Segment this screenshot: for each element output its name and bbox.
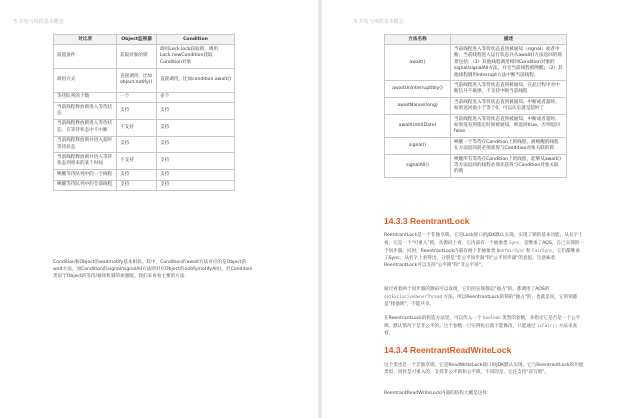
inline-code: NonfairSync: [496, 248, 525, 253]
table-row: [385, 155, 567, 178]
table-row: [54, 103, 235, 120]
table-row: [385, 45, 567, 81]
table-cell: 当前线程释放锁并进入超时等待状态: [54, 136, 117, 153]
body-paragraph: [384, 286, 584, 308]
table-cell: 等待队列的个数: [54, 92, 117, 102]
method-name: await(): [385, 45, 451, 81]
table-cell: 支持: [157, 103, 235, 120]
method-description: 当前线程进入等待状态直到被通知、中断或者超时。如果没有到指定时间被通知，则返回true，否则返回false: [451, 115, 567, 138]
method-name: signal(): [385, 138, 451, 155]
table-header: Condition: [157, 35, 235, 45]
text-run: 和: [524, 249, 533, 254]
method-name: awaitNanos(long): [385, 98, 451, 115]
table-cell: 支持: [117, 136, 157, 153]
body-paragraph: 这个类也是一个非独享锁。它是ReadWriteLock接口的JDK默认实现。它与ReentrantLock的功能类似，同样是可重入的，支持非公平锁和公平锁。不同的是，它还支持"读写锁"。: [384, 363, 584, 375]
method-description: 当前线程进入等待状态直到被通知、中断或者超时。如果返回值小于等于0，可以认定就是超时了: [451, 98, 567, 115]
inline-code: FairSync: [532, 248, 553, 253]
inline-code: Sync: [509, 240, 520, 245]
table-cell: 不支持: [117, 119, 157, 136]
table-header: 描述: [451, 35, 567, 45]
text-run: 方法，所以ReentrantLock的锁的"独占"的，也就是说，它的锁都是"排他锁"，不能共享。: [384, 295, 578, 307]
table-row: [54, 45, 235, 68]
running-head-right: 5 并发与线程基本概念: [354, 19, 404, 25]
right-page: [322, 0, 640, 418]
table-header-row: [54, 35, 235, 45]
inline-code: isFair(): [537, 323, 558, 328]
table-cell: 当前线程释放锁进入等待状态: [54, 103, 117, 120]
table-cell: 获取对象的锁: [117, 45, 157, 68]
comparison-table: [53, 34, 235, 191]
table-cell: 当前线程释放锁进入等待状态，在等待状态中不中断: [54, 119, 117, 136]
body-paragraph: ReentrantReadWriteLock内部的结构大概是这样：: [384, 391, 492, 396]
table-header: 对比项: [54, 35, 117, 45]
table-row: [54, 170, 235, 180]
table-cell: 一个: [117, 92, 157, 102]
table-cell: 当前线程释放锁并进入等待状态到将来的某个时间: [54, 153, 117, 170]
method-name: awaitUninterruptibly(): [385, 81, 451, 98]
table-cell: 直接调用，比如condition.await(): [157, 68, 235, 92]
text-run: ，它们都继承了Sync。从名字上看得出，分别是"非公平同步器"和"公平同步器"的意思。这意味着ReentrantLock可以支持"公平锁"和"非公平锁"。: [384, 249, 580, 268]
text-run: 类型的参数，来指定它是否是一个公平锁。默认情况下是非公平的。这个参数一旦实例化后就不能修改，只能通过: [384, 316, 581, 329]
table-cell: 支持: [157, 170, 235, 180]
table-row: [54, 92, 235, 102]
text-run: ，是继承了AQS，自己实现的一个同步器。同时，ReentrantLock内部有两个非抽象类: [384, 241, 584, 254]
table-header-row: [385, 35, 567, 45]
text-run: 方法来查看。: [384, 324, 578, 336]
table-row: [385, 115, 567, 138]
table-cell: 支持: [117, 170, 157, 180]
left-page: [0, 0, 318, 418]
table-cell: 不支持: [117, 153, 157, 170]
table-cell: 唤醒等待队列中的全部线程: [54, 180, 117, 190]
table-cell: 支持: [157, 136, 235, 153]
text-run: 在ReentrantLock的构造方法里，可以传入一个: [384, 316, 484, 321]
table-cell: 调用方式: [54, 68, 117, 92]
inline-code: setExclusiveOwnerThread: [384, 294, 442, 299]
table-cell: 唤醒等待队列中的一个线程: [54, 170, 117, 180]
section-heading: 14.3.4 ReentrantReadWriteLock: [384, 345, 512, 355]
table-cell: 前置条件: [54, 45, 117, 68]
table-cell: 支持: [157, 153, 235, 170]
table-cell: 调用Lock.lock获取锁，调用Lock.newCondition获取Condition对象: [157, 45, 235, 68]
table-row: [54, 119, 235, 136]
inline-code: boolean: [483, 315, 501, 320]
table-header: Object监视器: [117, 35, 157, 45]
method-description: 唤醒一个等待在Condition上的线程，被唤醒的线程在方法返回前必须获得与Condition对象关联的锁: [451, 138, 567, 155]
table-cell: 支持: [117, 180, 157, 190]
method-name: signalAll(): [385, 155, 451, 178]
method-description: 当前线程进入等待状态直到被通知（signal）或者中断；当前线程进入运行状态并从await()方法返回的场景包括：（1）其他线程调用相同Condition对象的signal/signalAll方法，并且当前线程被唤醒；（2）其他线程调用interrupt方法中断当前线程；: [451, 45, 567, 81]
method-description: 当前线程进入等待状态直到被通知，在此过程中对中断信号不敏感，不支持中断当前线程: [451, 81, 567, 98]
body-paragraph: [384, 232, 584, 269]
table-row: [54, 68, 235, 92]
table-row: [385, 138, 567, 155]
table-row: [54, 136, 235, 153]
method-table: [384, 34, 567, 178]
running-head-left: 5 并发与线程基本概念: [14, 19, 64, 25]
text-run: ReentrantLock是一个非独享锁。它是Lock接口的JDK默认实现。实现了锁的基本功能，从名字上看，它是一个"可重入"锁，从源码上看，它内部有一个抽象类: [384, 233, 583, 246]
section-heading: 14.3.3 ReentrantLock: [384, 216, 470, 226]
body-paragraph: Condition和Object的wait/notify基本相似。其中，Condition的await方法对应的是Object的wait方法，而Condition的signal/signalAll方法则对应Object的notify/notifyAll()。但Condition类似于Object的等待/通知机制的加强版。我们来看看主要的方法：: [53, 260, 253, 279]
table-cell: 支持: [117, 103, 157, 120]
table-cell: 支持: [157, 180, 235, 190]
text-run: 通过看着两个同步器的源码可以发现，它们的实现都是"独占"的。都调用了AOS的: [384, 287, 550, 292]
table-cell: 直接调用，比如object.notify(): [117, 68, 157, 92]
body-paragraph: [384, 314, 584, 337]
table-row: [385, 98, 567, 115]
table-row: [54, 153, 235, 170]
table-row: [54, 180, 235, 190]
method-name: awaitUntil(Date): [385, 115, 451, 138]
table-row: [385, 81, 567, 98]
table-cell: 支持: [157, 119, 235, 136]
table-header: 方法名称: [385, 35, 451, 45]
method-description: 唤醒所有等待在Condition上的线程，能够从await()等方法返回的线程必须先获得与Condition对象关联的锁: [451, 155, 567, 178]
table-cell: 多个: [157, 92, 235, 102]
